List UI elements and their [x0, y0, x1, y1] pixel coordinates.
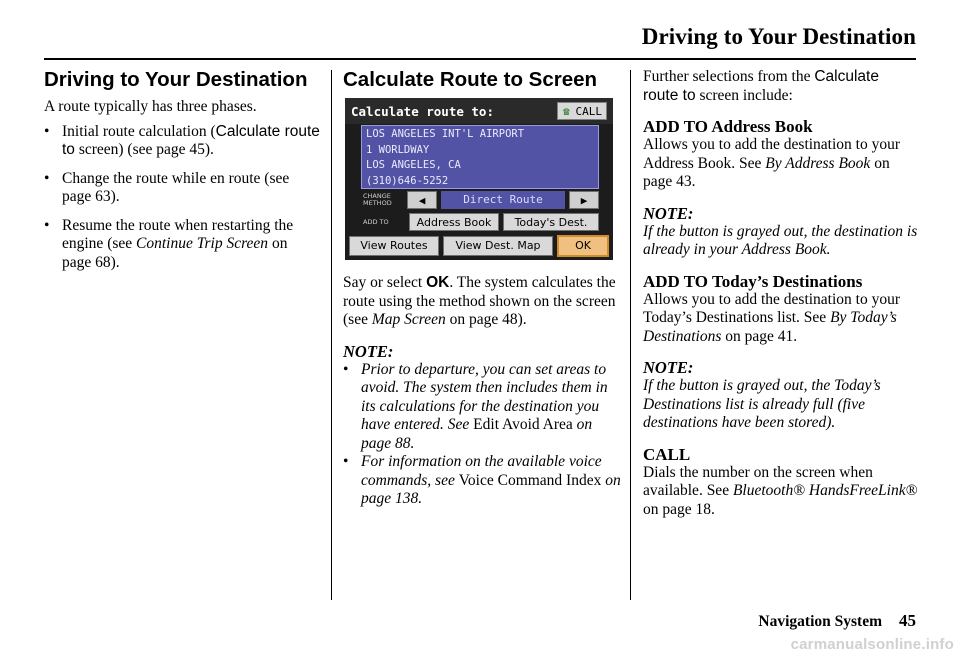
call-label: CALL — [575, 105, 602, 118]
add-to-todays-destinations-heading: ADD TO Today’s Destinations — [643, 271, 863, 291]
page-ref: Map Screen — [371, 311, 446, 328]
dest-line: LOS ANGELES INT'L AIRPORT — [366, 128, 525, 140]
list-item — [44, 217, 320, 273]
text-run: Allows you to add the destination to your Today’s Destinations list. See — [643, 290, 901, 326]
change-method-label — [363, 193, 392, 207]
add-to-todays-destinations-text — [643, 291, 918, 347]
column-2 — [343, 64, 621, 509]
text-run: Say or select — [343, 274, 427, 291]
call-text — [643, 464, 918, 520]
call-heading: CALL — [643, 444, 691, 464]
footer-section-label: Navigation System — [758, 613, 882, 630]
text-run: on page 138. — [361, 471, 621, 507]
page-ref: Edit Avoid Area — [473, 416, 573, 433]
next-method-button[interactable]: ▶ — [569, 191, 599, 209]
column-1 — [44, 64, 320, 282]
ok-button[interactable]: OK — [557, 235, 609, 257]
text-run: on page 41. — [721, 327, 798, 345]
dest-line: LOS ANGELES, CA — [366, 159, 461, 171]
list-item — [44, 123, 320, 160]
add-to-address-book-heading: ADD TO Address Book — [643, 117, 813, 136]
text-run: screen include: — [695, 86, 793, 104]
nav-screen-screenshot — [345, 98, 613, 260]
list-item — [343, 361, 621, 454]
section-heading-calculate: Calculate Route to Screen — [343, 68, 598, 91]
list-item — [44, 170, 320, 207]
watermark: carmanualsonline.info — [790, 636, 954, 653]
text-run: screen) (see page 45). — [74, 141, 214, 158]
page-ref: Voice Command Index — [458, 471, 602, 489]
column-divider-1 — [331, 70, 332, 600]
section-heading-driving: Driving to Your Destination — [44, 68, 308, 91]
add-to-label: ADD TO — [363, 218, 389, 226]
ok-ref: OK — [426, 274, 450, 291]
label-line: CHANGE — [363, 192, 391, 200]
address-book-button[interactable]: Address Book — [409, 213, 499, 231]
phase-list — [44, 123, 320, 273]
text-run: Resume the route when restarting the engine (see — [62, 216, 294, 252]
dest-line: (310)646-5252 — [366, 174, 449, 187]
text-run: Dials the number on the screen when available. See — [643, 463, 873, 499]
screen-ref: Calculate route to — [643, 68, 879, 104]
text-run: Prior to departure, you can set areas to avoid. The system then includes them in its calculations for the destination you have entered. See — [361, 360, 608, 433]
note-heading: NOTE: — [343, 341, 394, 361]
text-run: Allows you to add the destination to your Address Book. See — [643, 136, 901, 172]
note-heading: NOTE: — [643, 358, 694, 377]
destination-box — [361, 125, 599, 189]
add-to-address-book-text — [643, 136, 918, 192]
page-ref: Continue Trip Screen — [136, 235, 269, 252]
note-text: If the button is grayed out, the destination is already in your Address Book. — [643, 222, 918, 258]
text-run: For information on the available voice commands, see — [361, 453, 602, 489]
list-item — [343, 453, 621, 509]
page-header-title: Driving to Your Destination — [641, 24, 916, 49]
column-divider-2 — [630, 70, 631, 600]
route-method-value: Direct Route — [441, 191, 565, 209]
call-button[interactable] — [557, 102, 607, 120]
text-run: on page 68). — [62, 235, 288, 271]
text-run: on page 18. — [643, 500, 715, 518]
page-number: 45 — [899, 611, 916, 630]
header-rule — [44, 58, 916, 60]
text-run: . The system calculates the route using the method shown on the screen (see — [343, 274, 616, 328]
screen-ref: Calculate route to — [62, 122, 320, 158]
text-run: on page 88. — [361, 416, 593, 452]
nav-title-bar — [345, 98, 613, 124]
text-run: on page 43. — [643, 154, 890, 190]
dest-line: 1 WORLDWAY — [366, 143, 430, 156]
text-run: Initial route calculation ( — [62, 122, 216, 140]
note-heading: NOTE: — [643, 203, 694, 223]
todays-dest-button[interactable]: Today's Dest. — [503, 213, 599, 231]
intro-text: A route typically has three phases. — [44, 98, 257, 115]
page-ref: By Address Book — [765, 154, 871, 172]
text-run: Change the route while en route (see page 63). — [62, 169, 290, 205]
label-line: METHOD — [363, 199, 392, 207]
select-ok-paragraph — [343, 274, 621, 330]
prev-method-button[interactable]: ◀ — [407, 191, 437, 209]
view-dest-map-button[interactable]: View Dest. Map — [443, 236, 553, 256]
phone-icon: ☎ — [563, 105, 570, 118]
text-run: on page 48). — [445, 311, 527, 328]
change-method-row — [345, 191, 613, 211]
note-list — [343, 361, 621, 509]
column-3 — [643, 68, 918, 519]
further-selections-intro — [643, 68, 918, 105]
view-routes-button[interactable]: View Routes — [349, 236, 439, 256]
text-run: Further selections from the — [643, 68, 815, 85]
nav-screen-title: Calculate route to: — [351, 104, 494, 119]
note-text: If the button is grayed out, the Today’s Destinations list is already full (five destinations have been stored). — [643, 377, 881, 431]
page-ref: By Today’s Destinations — [643, 309, 897, 345]
page-ref: Bluetooth® HandsFreeLink® — [732, 482, 918, 499]
